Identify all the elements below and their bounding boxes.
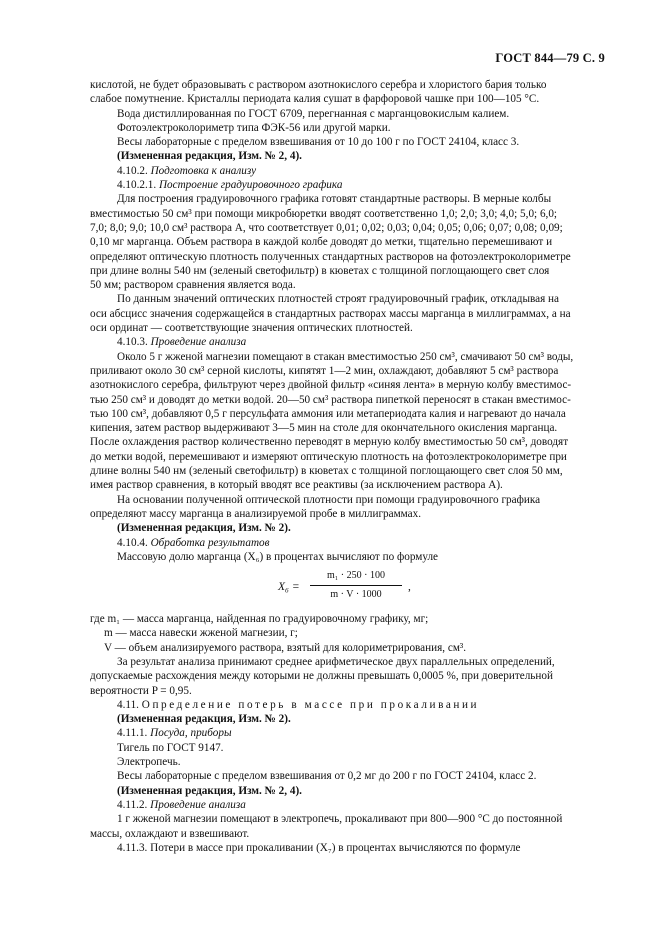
text-line: имея раствор сравнения, в который вводят все реактивы (за исключением раствора А). xyxy=(90,479,503,492)
text-line: Массовую долю марганца (X₆) в процентах вычисляют по формуле xyxy=(117,550,438,563)
text-line: После охлаждения раствор количественно переводят в мерную колбу вместимостью 50 см³, доводят xyxy=(90,436,569,449)
text-line: длине волны 540 нм (зеленый светофильтр) в кюветах с толщиной поглощающего свет слоя 50 мм, xyxy=(90,465,563,478)
text-line: вероятности P = 0,95. xyxy=(90,684,192,697)
text-line: Весы лабораторные с пределом взвешивания от 0,2 мг до 200 г по ГОСТ 24104, класс 2. xyxy=(117,770,537,783)
section-number: 4.10.4. xyxy=(117,536,148,549)
section-number: 4.10.2. xyxy=(117,164,148,177)
text-line: тью 250 см³ и доводят до метки водой. 20—50 см³ раствора пипеткой переносят в стакан вместимос- xyxy=(90,393,571,406)
text-line: оси абсцисс значения содержащейся в стандартных растворах массы марганца в миллиграммах, а на xyxy=(90,307,571,320)
section-heading xyxy=(90,698,601,712)
text-line: вместимостью 50 см³ при помощи микробюретки вводят соответственно 1,0; 2,0; 3,0; 4,0; 5,0; 6,0; xyxy=(90,207,558,220)
formula-fraction xyxy=(310,569,402,603)
section-title: Обработка результатов xyxy=(150,536,270,549)
text-line: 7,0; 8,0; 9,0; 10,0 см³ раствора А, что соответствует 0,01; 0,02; 0,03; 0,04; 0,05; 0,06; 0,07; 0,08; 0,09; xyxy=(90,221,563,234)
amendment-note: (Измененная редакция, Изм. № 2). xyxy=(117,713,291,726)
text-line: 4.11.3. Потери в массе при прокаливании (X₇) в процентах вычисляются по формуле xyxy=(117,841,521,854)
legend-line: V — объем анализируемого раствора, взятый для колориметрирования, см³. xyxy=(104,641,467,654)
text-line: кислотой, не будет образовывать с раствором азотнокислого серебра и хлористого бария только xyxy=(90,79,547,91)
section-heading xyxy=(90,726,601,740)
text-line: 1 г жженой магнезии помещают в электропечь, прокаливают при 800—900 °С до постоянной xyxy=(117,813,563,826)
section-heading xyxy=(90,335,601,349)
text-line: Тигель по ГОСТ 9147. xyxy=(117,741,224,754)
formula-x6 xyxy=(90,568,601,608)
section-heading xyxy=(90,178,601,192)
amendment-note: (Измененная редакция, Изм. № 2, 4). xyxy=(117,784,302,797)
text-line: Вода дистиллированная по ГОСТ 6709, перегнанная с марганцовокислым калием. xyxy=(117,107,510,120)
text-line: приливают около 30 см³ серной кислоты, кипятят 1—2 мин, охлаждают, добавляют 5 см³ раствора xyxy=(90,364,559,377)
legend-line: m — масса навески жженой магнезии, г; xyxy=(104,627,298,640)
text-line: определяют массу марганца в анализируемой пробе в миллиграммах. xyxy=(90,507,422,520)
text-line: кипения, затем раствор выдерживают 3—5 мин на столе для окончательного окисления марганца. xyxy=(90,422,558,435)
section-number: 4.11.2. xyxy=(117,798,148,811)
text-line: Электропечь. xyxy=(117,756,181,769)
section-number: 4.11. xyxy=(117,698,139,711)
section-title: Проведение анализа xyxy=(150,798,246,811)
section-heading xyxy=(90,798,601,812)
formula-denominator: m · V · 1000 xyxy=(330,589,382,601)
text-line: Весы лабораторные с пределом взвешивания от 10 до 100 г по ГОСТ 24104, класс 3. xyxy=(117,136,520,149)
section-heading xyxy=(90,536,601,550)
section-number: 4.10.3. xyxy=(117,336,148,349)
amendment-note: (Измененная редакция, Изм. № 2). xyxy=(117,522,291,535)
text-line: тью 100 см³, добавляют 0,5 г персульфата аммония или метапериодата калия и нагревают до начала xyxy=(90,407,566,420)
section-heading xyxy=(90,164,601,178)
text-line: определяют оптическую плотность полученных стандартных растворов на фотоэлектроколориметре xyxy=(90,250,571,263)
text-line: На основании полученной оптической плотности при помощи градуировочного графика xyxy=(117,493,541,506)
text-line: оси ординат — соответствующие значения оптических плотностей. xyxy=(90,322,413,335)
text-line: За результат анализа принимают среднее арифметическое двух параллельных определений, xyxy=(117,655,555,668)
text-line: до метки водой, перемешивают и измеряют оптическую плотность на фотоэлектроколориметре при xyxy=(90,450,567,463)
section-title: Построение градуировочного графика xyxy=(158,179,343,192)
text-line: 50 мм; раствором сравнения является вода. xyxy=(90,279,296,292)
section-number: 4.11.1. xyxy=(117,727,148,740)
page-header: ГОСТ 844—79 С. 9 xyxy=(495,51,605,65)
amendment-note: (Измененная редакция, Изм. № 2, 4). xyxy=(117,150,302,163)
formula-tail: , xyxy=(408,581,411,594)
section-title: Подготовка к анализу xyxy=(150,164,257,177)
section-title: Проведение анализа xyxy=(150,336,247,349)
section-number: 4.10.2.1. xyxy=(117,179,157,192)
text-line: слабое помутнение. Кристаллы периодата калия сушат в фарфоровой чашке при 100—105 °С. xyxy=(90,93,540,106)
text-line: при длине волны 540 нм (зеленый светофильтр) в кюветах с толщиной поглощающего свет слоя xyxy=(90,264,550,277)
text-line: азотнокислого серебра, фильтруют через двойной фильтр «синяя лента» в мерную колбу вместимос- xyxy=(90,379,572,392)
section-title: Посуда, приборы xyxy=(150,727,232,740)
text-line: Около 5 г жженой магнезии помещают в стакан вместимостью 250 см³, смачивают 50 см³ воды, xyxy=(117,350,574,363)
formula-lhs: X₆ = xyxy=(278,581,300,594)
text-line: массы, охлаждают и взвешивают. xyxy=(90,827,250,840)
text-line: По данным значений оптических плотностей строят градуировочный график, откладывая на xyxy=(117,293,560,306)
text-line: Для построения градуировочного графика готовят стандартные растворы. В мерные колбы xyxy=(117,193,552,206)
document-body xyxy=(90,78,601,855)
section-title: Определение потерь в массе при прокаливании xyxy=(141,698,480,711)
legend-line: где m₁ — масса марганца, найденная по градуировочному графику, мг; xyxy=(90,613,429,626)
text-line: допускаемые расхождения между которыми не должны превышать 0,0005 %, при доверительной xyxy=(90,670,553,683)
text-line: Фотоэлектроколориметр типа ФЭК-56 или другой марки. xyxy=(117,121,391,134)
text-line: 0,10 мг марганца. Объем раствора в каждой колбе доводят до метки, тщательно перемешивают и xyxy=(90,236,553,249)
formula-numerator: m₁ · 250 · 100 xyxy=(310,569,402,586)
